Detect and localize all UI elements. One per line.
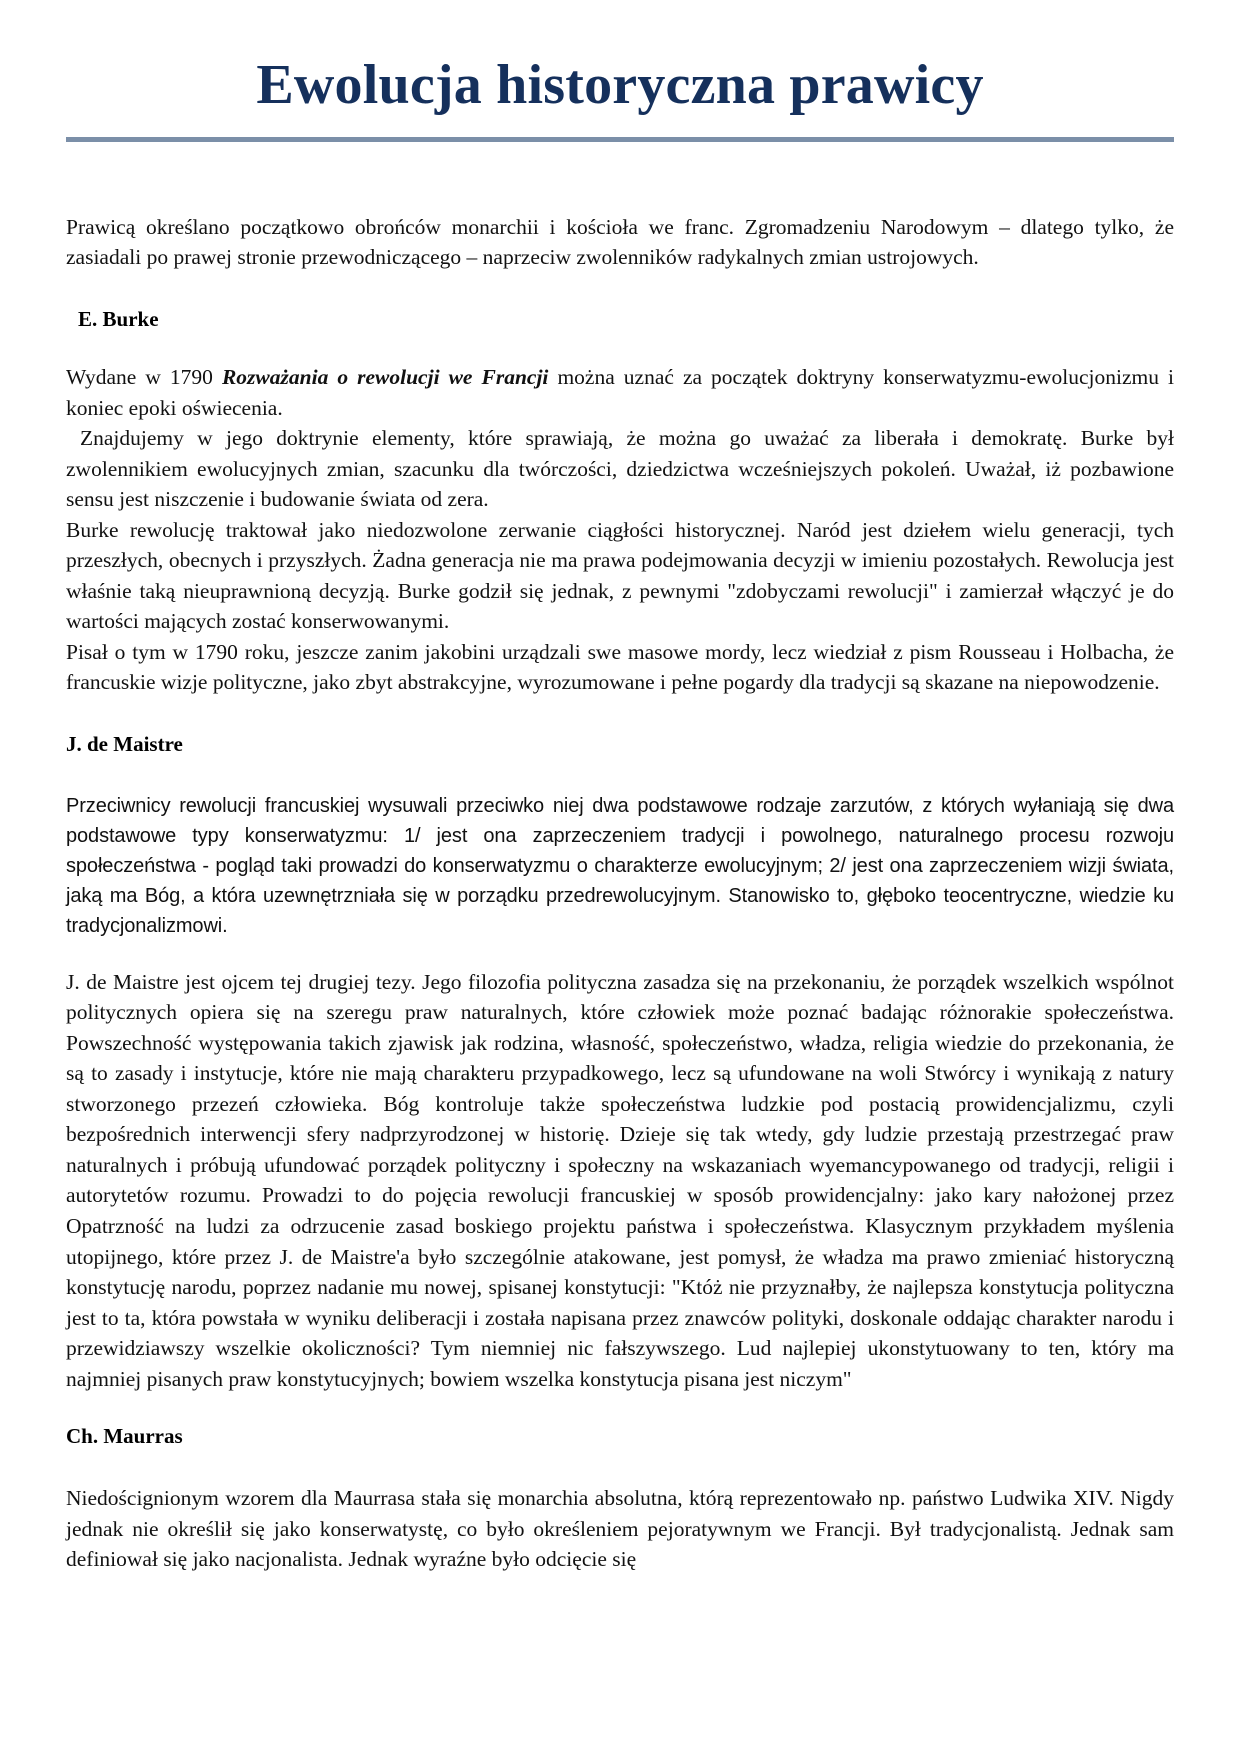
section-heading-burke: E. Burke (78, 306, 159, 331)
title-divider (66, 137, 1174, 142)
document-content (66, 0, 1174, 1575)
burke-paragraph-2: Znajdujemy w jego doktrynie elementy, które sprawiają, że można go uważać za liberała i demokratę. Burke był zwolennikiem ewolucyjnych zmian, szacunku dla twórczości, dziedzictwa wcześniejszych pokoleń. Uważał, iż pozbawione sensu jest niszczenie i budowanie świata od zera. (66, 426, 1174, 512)
maistre-paragraph-2: J. de Maistre jest ojcem tej drugiej tezy. Jego filozofia polityczna zasadza się na przekonaniu, że porządek wszelkich wspólnot politycznych opiera się na szeregu praw naturalnych, które człowiek może poznać badając różnorakie społeczeństwa. Powszechność występowania takich zjawisk jak rodzina, własność, społeczeństwo, władza, religia wiedzie do przekonania, że są to zasady i instytucje, które nie mają charakteru przypadkowego, lecz są ufundowane na woli Stwórcy i wynikają z natury stworzonego przezeń człowieka. Bóg kontroluje także społeczeństwa ludzkie pod postacią prowidencjalizmu, czyli bezpośrednich interwencji sfery nadprzyrodzonej w historię. Dzieje się tak wtedy, gdy ludzie przestają przestrzegać praw naturalnych i próbują ufundować porządek polityczny i społeczny na wskazaniach wyemancypowanego od tradycji, religii i autorytetów rozumu. Prowadzi to do pojęcia rewolucji francuskiej w sposób prowidencjalny: jako kary nałożonej przez Opatrzność na ludzi za odrzucenie zasad boskiego projektu państwa i społeczeństwa. Klasycznym przykładem myślenia utopijnego, które przez J. de Maistre'a było szczególnie atakowane, jest pomysł, że władza ma prawo zmieniać historyczną konstytucję narodu, poprzez nadanie mu nowej, spisanej konstytucji: "Któż nie przyznałby, że najlepsza konstytucja polityczna jest to ta, która powstała w wyniku deliberacji i została napisana przez znawców polityki, doskonale oddając charakter narodu i przewidziawszy wszelkie okoliczności? Tym niemniej nic fałszywszego. Lud najlepiej ukonstytuowany to ten, który ma najmniej pisanych praw konstytucyjnych; bowiem wszelka konstytucja pisana jest niczym" (66, 969, 1174, 1391)
maistre-paragraph-1: Przeciwnicy rewolucji francuskiej wysuwali przeciwko niej dwa podstawowe rodzaje zarzutów, z których wyłaniają się dwa podstawowe typy konserwatyzmu: 1/ jest ona zaprzeczeniem tradycji i powolnego, naturalnego procesu rozwoju społeczeństwa - pogląd taki prowadzi do konserwatyzmu o charakterze ewolucyjnym; 2/ jest ona zaprzeczeniem wizji świata, jaką ma Bóg, a która uzewnętrzniała się w porządku przedrewolucyjnym. Stanowisko to, głęboko teocentryczne, wiedzie ku tradycjonalizmowi. (66, 794, 1174, 937)
maurras-paragraph-1: Niedoścignionym wzorem dla Maurrasa stała się monarchia absolutna, którą reprezentowało np. państwo Ludwika XIV. Nigdy jednak nie określił się jako konserwatystę, co było określeniem pejoratywnym we Francji. Był tradycjonalistą. Jednak sam definiował się jako nacjonalista. Jednak wyraźne było odcięcie się (66, 1486, 1174, 1572)
burke-paragraph-4: Pisał o tym w 1790 roku, jeszcze zanim jakobini urządzali swe masowe mordy, lecz wiedział z pism Rousseau i Holbacha, że francuskie wizje polityczne, jako zbyt abstrakcyjne, wyrozumowane i pełne pogardy dla tradycji są skazane na niepowodzenie. (66, 639, 1174, 695)
intro-paragraph: Prawicą określano początkowo obrońców monarchii i kościoła we franc. Zgromadzeniu Narodowym – dlatego tylko, że zasiadali po prawej stronie przewodniczącego – naprzeciw zwolenników radykalnych zmian ustrojowych. (66, 214, 1174, 270)
section-heading-maurras: Ch. Maurras (66, 1424, 183, 1449)
page-title: Ewolucja historyczna prawicy (256, 54, 984, 116)
section-heading-maistre: J. de Maistre (66, 731, 183, 756)
burke-p1-pre: Wydane w 1790 (66, 365, 222, 390)
book-title-rozwazania: Rozważania o rewolucji we Francji (221, 365, 549, 390)
burke-paragraph-1 (66, 362, 1174, 423)
burke-p1-post: można uznać za początek doktryny konserwatyzmu-ewolucjonizmu i koniec epoki oświecenia. (66, 365, 1174, 420)
burke-paragraph-3: Burke rewolucję traktował jako niedozwolone zerwanie ciągłości historycznej. Naród jest dziełem wielu generacji, tych przeszłych, obecnych i przyszłych. Żadna generacja nie ma prawa podejmowania decyzji w imieniu pozostałych. Rewolucja jest właśnie taką nieuprawnioną decyzją. Burke godził się jednak, z pewnymi "zdobyczami rewolucji" i zamierzał włączyć je do wartości mających zostać konserwowanymi. (66, 517, 1174, 634)
